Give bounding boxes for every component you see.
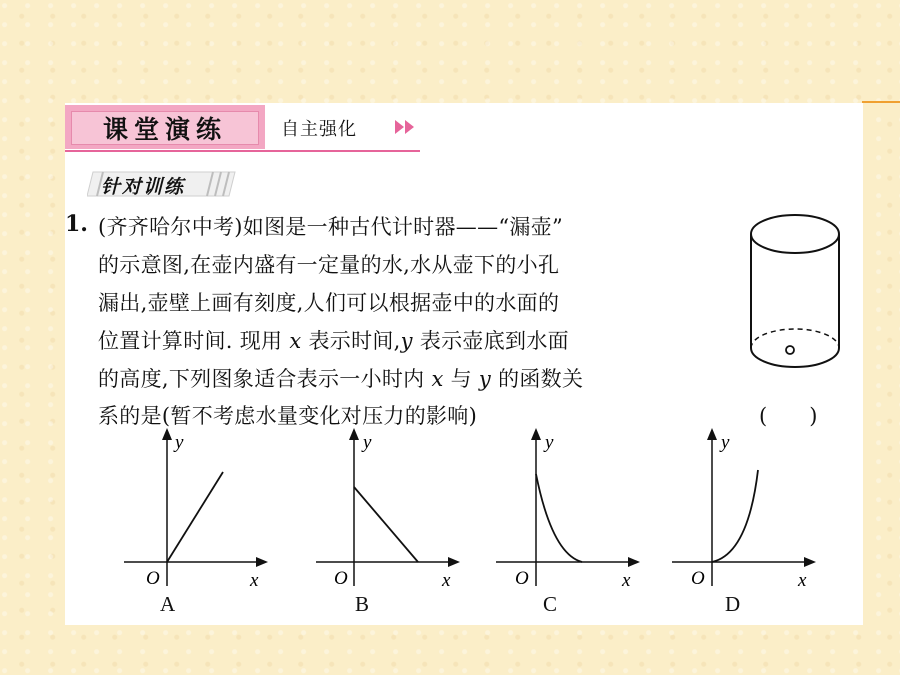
double-arrow-icon (395, 119, 417, 135)
graph-d-origin: O (691, 568, 705, 589)
graph-c-y-label: y (545, 432, 554, 453)
graph-a-y-label: y (175, 432, 184, 453)
option-a-label[interactable]: A (160, 592, 176, 616)
graph-a-origin: O (146, 568, 160, 589)
header-underline (65, 150, 420, 152)
graph-option-b[interactable] (312, 426, 462, 591)
graph-b-x-label: x (442, 570, 451, 591)
header-subtitle: 自主强化 (281, 119, 357, 140)
graph-d-x-label: x (798, 570, 807, 591)
header-title: 课堂演练 (71, 111, 259, 145)
question-line-4: 位置计算时间. 现用 x 表示时间,y 表示壶底到水面 (98, 329, 569, 353)
question-number: 1. (65, 211, 88, 237)
accent-line (862, 101, 900, 103)
question-line-2: 的示意图,在壶内盛有一定量的水,水从壶下的小孔 (98, 253, 560, 277)
graph-b-origin: O (334, 568, 348, 589)
graph-option-c[interactable] (492, 426, 642, 591)
question-line-3: 漏出,壶壁上画有刻度,人们可以根据壶中的水面的 (98, 291, 560, 315)
water-clock-figure (748, 211, 842, 376)
graph-option-d[interactable] (668, 426, 818, 591)
graph-c-origin: O (515, 568, 529, 589)
option-d-label[interactable]: D (725, 592, 741, 616)
graph-a-x-label: x (250, 570, 259, 591)
graph-d-y-label: y (721, 432, 730, 453)
question-line-1: (齐齐哈尔中考)如图是一种古代计时器——“漏壶” (98, 215, 564, 239)
option-c-label[interactable]: C (543, 592, 558, 616)
graph-c-x-label: x (622, 570, 631, 591)
graph-option-a[interactable] (120, 426, 270, 591)
graph-b-y-label: y (363, 432, 372, 453)
section-tag (87, 170, 237, 198)
question-line-6: 系的是(暂不考虑水量变化对压力的影响) (98, 404, 478, 428)
header-title-box (65, 105, 265, 149)
answer-blank[interactable]: ( ) (759, 404, 818, 428)
section-header (65, 105, 420, 149)
option-b-label[interactable]: B (355, 592, 370, 616)
content-panel (65, 103, 863, 625)
section-tag-label: 针对训练 (101, 176, 186, 198)
question-line-5: 的高度,下列图象适合表示一小时内 x 与 y 的函数关 (98, 367, 584, 391)
